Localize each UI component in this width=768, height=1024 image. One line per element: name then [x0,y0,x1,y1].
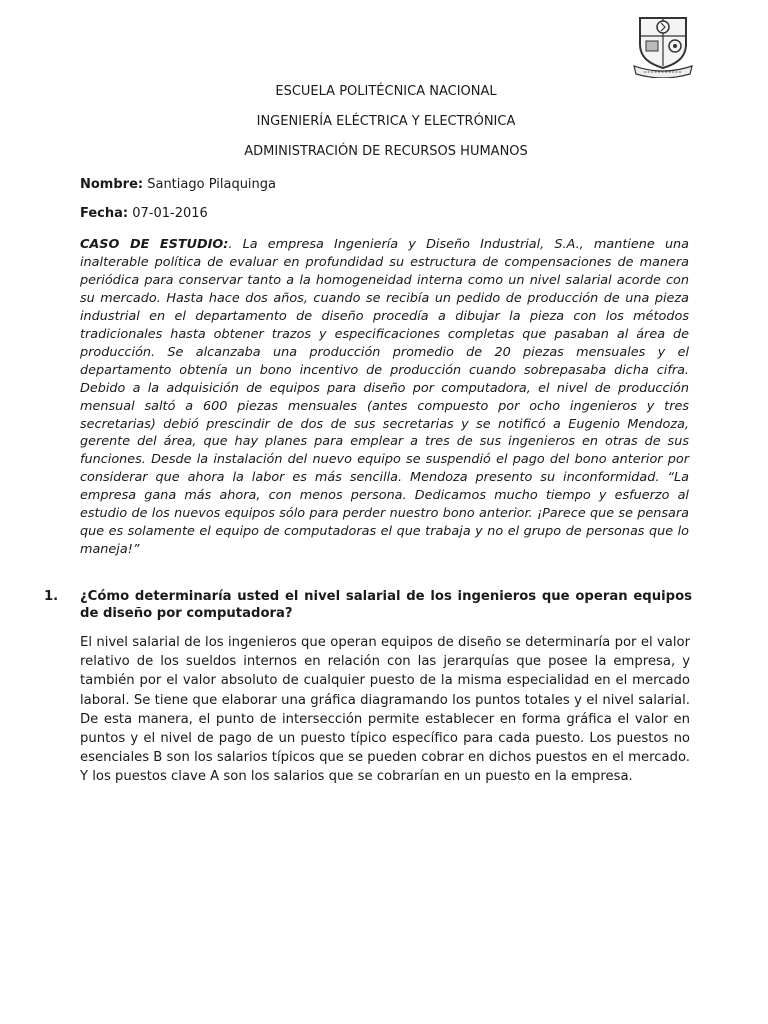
date-label: Fecha: [80,206,129,221]
course-title: ADMINISTRACIÓN DE RECURSOS HUMANOS [244,144,528,159]
question-number: 1. [44,589,59,604]
document-header [80,84,692,174]
date-value: 07-01-2016 [128,206,208,221]
name-label: Nombre: [80,177,144,192]
case-study-paragraph [80,236,689,559]
university-crest-icon [632,14,694,78]
faculty-title: INGENIERÍA ELÉCTRICA Y ELECTRÓNICA [256,114,516,129]
case-study-label: CASO DE ESTUDIO: [80,237,229,252]
name-value: Santiago Pilaquinga [143,177,277,192]
case-study-text: . La empresa Ingeniería y Diseño Industrial, S.A., mantiene una inalterable política de evaluar en profundidad su estructura de compensaciones de manera periódica para conservar tanto a la homogeneidad interna como un nivel salarial acorde con su mercado. Hasta hace dos años, cuando se recibía un pedido de producción de una pieza industrial en el departamento de diseño procedía a dibujar la pieza con los métodos tradicionales hasta obtener trazos y especificaciones completas que pasaban al área de producción. Se alcanzaba una producción promedio de 20 piezas mensuales y el departamento obtenía un bono incentivo de producción cuando sobrepasaba dicha cifra. Debido a la adquisición de equipos para diseño por computadora, el nivel de producción mensual saltó a 600 piezas mensuales (antes compuesto por ocho ingenieros y tres secretarias) debió prescindir de dos de sus secretarias y se notificó a Eugenio Mendoza, gerente del área, que hay planes para emplear a tres de sus ingenieros en otras de sus funciones. Desde la instalación del nuevo equipo se suspendió el pago del bono anterior por considerar que ahora la labor es más sencilla. Mendoza presento su inconformidad. “La empresa gana más ahora, con menos persona. Dedicamos mucho tiempo y esfuerzo al estudio de los nuevos equipos sólo para perder nuestro bono anterior. ¡Parece que se pensara que es solamente el equipo de computadoras el que trabaja y no el grupo de personas que lo maneja!” [80,237,690,558]
name-field [80,177,276,193]
question-text: ¿Cómo determinaría usted el nivel salarial de los ingenieros que operan equipos de diseño por computadora? [80,589,692,621]
question-1 [44,588,692,622]
institution-title: ESCUELA POLITÉCNICA NACIONAL [275,84,497,99]
date-field [80,206,208,222]
answer-paragraph: El nivel salarial de los ingenieros que operan equipos de diseño se determinaría por el valor relativo de los sueldos internos en relación con las jerarquías que posee la empresa, y también por el valor absoluto de cualquier puesto de la misma especialidad en el mercado laboral. Se tiene que elaborar una gráfica diagramando los puntos totales y el nivel salarial. De esta manera, el punto de intersección permite establecer en forma gráfica el valor en puntos y el nivel de pago de un puesto típico específico para cada puesto. Los puestos no esenciales B son los salarios típicos que se pueden cobrar en dichos puestos en el mercado. Y los puestos clave A son los salarios que se cobrarían en un puesto en la empresa. [80,635,690,785]
